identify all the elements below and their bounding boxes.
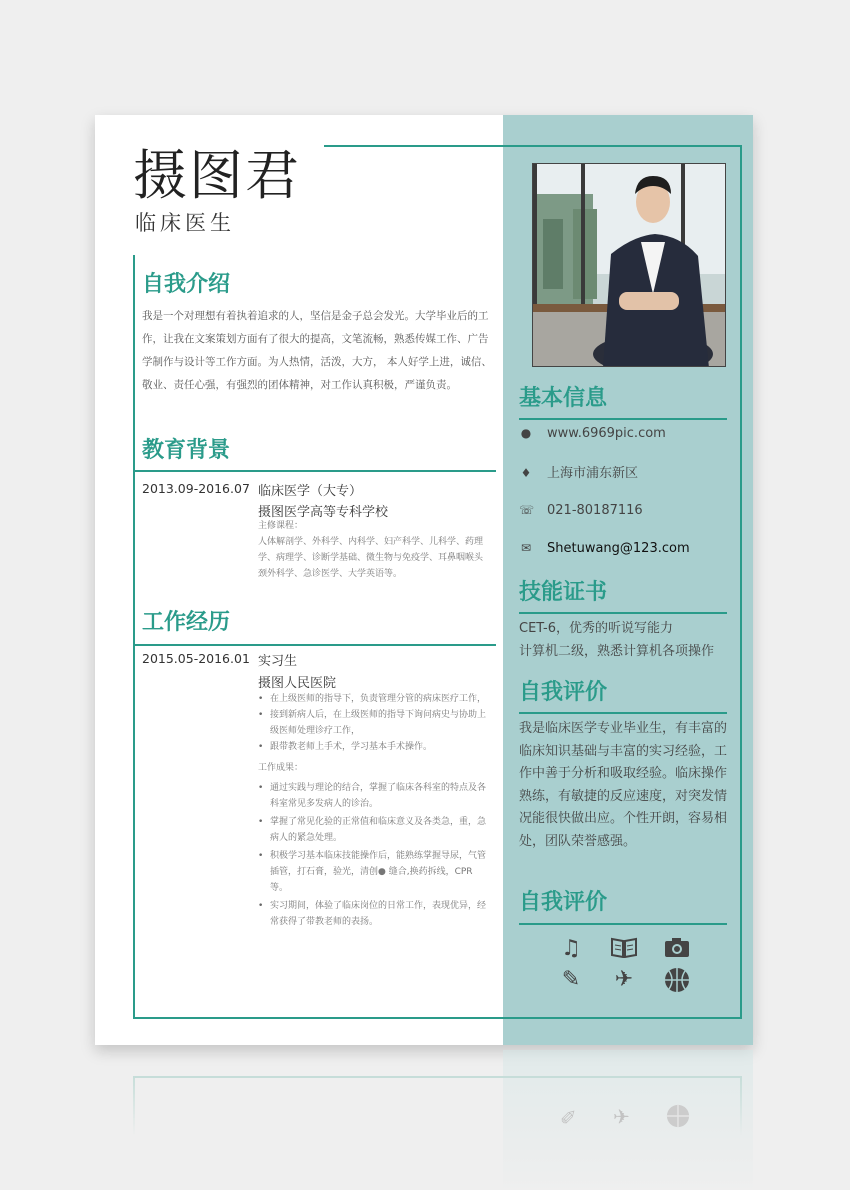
location-pin-icon: ♦ <box>520 466 532 480</box>
reflection-basketball-icon <box>666 1104 690 1133</box>
education-school: 摄图医学高等专科学校 <box>258 505 389 520</box>
duties-list <box>258 691 490 755</box>
basic-info-divider <box>519 418 727 420</box>
reflection-frame-line <box>133 1076 742 1078</box>
reflection-airplane-icon: ✈ <box>613 1104 630 1128</box>
globe-icon: ● <box>520 426 532 440</box>
skills-title: 技能证书 <box>519 580 608 605</box>
address-row <box>519 462 638 481</box>
duty-item: • 在上级医师的指导下，负责管理分管的病床医疗工作， <box>258 691 490 707</box>
result-item: • 通过实践与理论的结合，掌握了临床各科室的特点及各科室常见多发病人的诊治。 <box>258 780 490 812</box>
skills-list <box>519 618 737 663</box>
courses-text: 人体解剖学、外科学、内科学、妇产科学、儿科学、药理学、病理学、诊断学基础、微生物与免疫学、耳鼻咽喉头颈外科学、急诊医学、大学英语等。 <box>258 537 484 579</box>
profile-photo <box>532 163 726 367</box>
website-text[interactable]: www.6969pic.com <box>547 426 666 441</box>
photo-illustration <box>533 164 726 367</box>
education-courses <box>258 518 490 582</box>
result-item: • 实习期间，体验了临床岗位的日常工作，表现优异，经常获得了带教老师的表扬。 <box>258 898 490 930</box>
duty-item: • 接到新病人后，在上级医师的指导下询问病史与协助上级医师处理诊疗工作， <box>258 707 490 739</box>
work-details <box>258 691 490 930</box>
email-icon: ✉ <box>520 541 532 555</box>
education-divider <box>135 470 496 472</box>
frame-top-line <box>324 145 742 147</box>
basic-info-title: 基本信息 <box>519 386 608 411</box>
phone-text: 021-80187116 <box>547 503 643 518</box>
airplane-icon: ✈ <box>614 967 634 992</box>
email-text[interactable]: Shetuwang@123.com <box>547 541 690 556</box>
phone-row <box>519 503 643 518</box>
hobbies-divider <box>519 923 727 925</box>
duty-item: • 跟带教老师上手术，学习基本手术操作。 <box>258 739 490 755</box>
courses-label: 主修课程： <box>258 521 304 531</box>
intro-text: 我是一个对理想有着执着追求的人，坚信是金子总会发光。大学毕业后的工作，让我在文案策划方面有了很大的提高，文笔流畅，熟悉传媒工作、广告学制作与设计等工作方面。为人热情，活泼，大方， 本人好学上进，诚信、敬业、责任心强，有强烈的团体精神，对工作认真积极，严谨负责。 <box>142 310 492 391</box>
result-item: • 积极学习基本临床技能操作后，能熟练掌握导尿，气管插管，打石膏，验光，清创● 缝合,换药拆线，CPR等。 <box>258 848 490 896</box>
self-eval-divider <box>519 712 727 714</box>
camera-icon <box>664 936 690 962</box>
work-org: 摄图人民医院 <box>258 676 337 691</box>
result-item: • 掌握了常见化验的正常值和临床意义及各类急，重，急病人的紧急处理。 <box>258 814 490 846</box>
work-role: 实习生 <box>258 654 298 669</box>
reflection-frame-right <box>740 1076 742 1136</box>
job-title: 临床医生 <box>135 211 235 235</box>
education-major: 临床医学（大专） <box>258 484 363 499</box>
reflection-pencil-icon: ✎ <box>560 1104 577 1128</box>
results-list <box>258 780 490 930</box>
results-label: 工作成果： <box>258 763 304 773</box>
candidate-name: 摄图君 <box>133 144 301 207</box>
reflection-frame-left <box>133 1076 135 1136</box>
education-title: 教育背景 <box>142 438 231 463</box>
music-icon: ♫ <box>561 936 581 961</box>
skill-item: CET-6，优秀的听说写能力 <box>519 621 674 636</box>
hobbies-title: 自我评价 <box>519 890 608 915</box>
work-title: 工作经历 <box>142 610 231 635</box>
email-row <box>519 541 690 556</box>
phone-icon: ☏ <box>519 503 535 517</box>
pencil-icon: ✎ <box>561 967 581 992</box>
education-date: 2013.09-2016.07 <box>142 481 250 496</box>
intro-title: 自我介绍 <box>142 272 231 297</box>
work-date: 2015.05-2016.01 <box>142 651 250 666</box>
book-icon <box>611 936 637 962</box>
work-divider <box>135 644 496 646</box>
skills-divider <box>519 612 727 614</box>
website-row <box>519 426 666 441</box>
self-eval-title: 自我评价 <box>519 680 608 705</box>
resume-page <box>95 115 753 1045</box>
skill-item: 计算机二级，熟悉计算机各项操作 <box>519 643 715 659</box>
page-reflection <box>95 1050 753 1190</box>
basketball-icon <box>664 967 690 993</box>
address-text: 上海市浦东新区 <box>547 466 639 481</box>
self-eval-text: 我是临床医学专业毕业生，有丰富的临床知识基础与丰富的实习经验，工作中善于分析和吸取经验。临床操作熟练，有敏捷的反应速度，对突发情况能很快做出应。个性开朗，容易相处，团队荣誉感强。 <box>519 721 728 849</box>
frame-right-line <box>740 145 742 257</box>
